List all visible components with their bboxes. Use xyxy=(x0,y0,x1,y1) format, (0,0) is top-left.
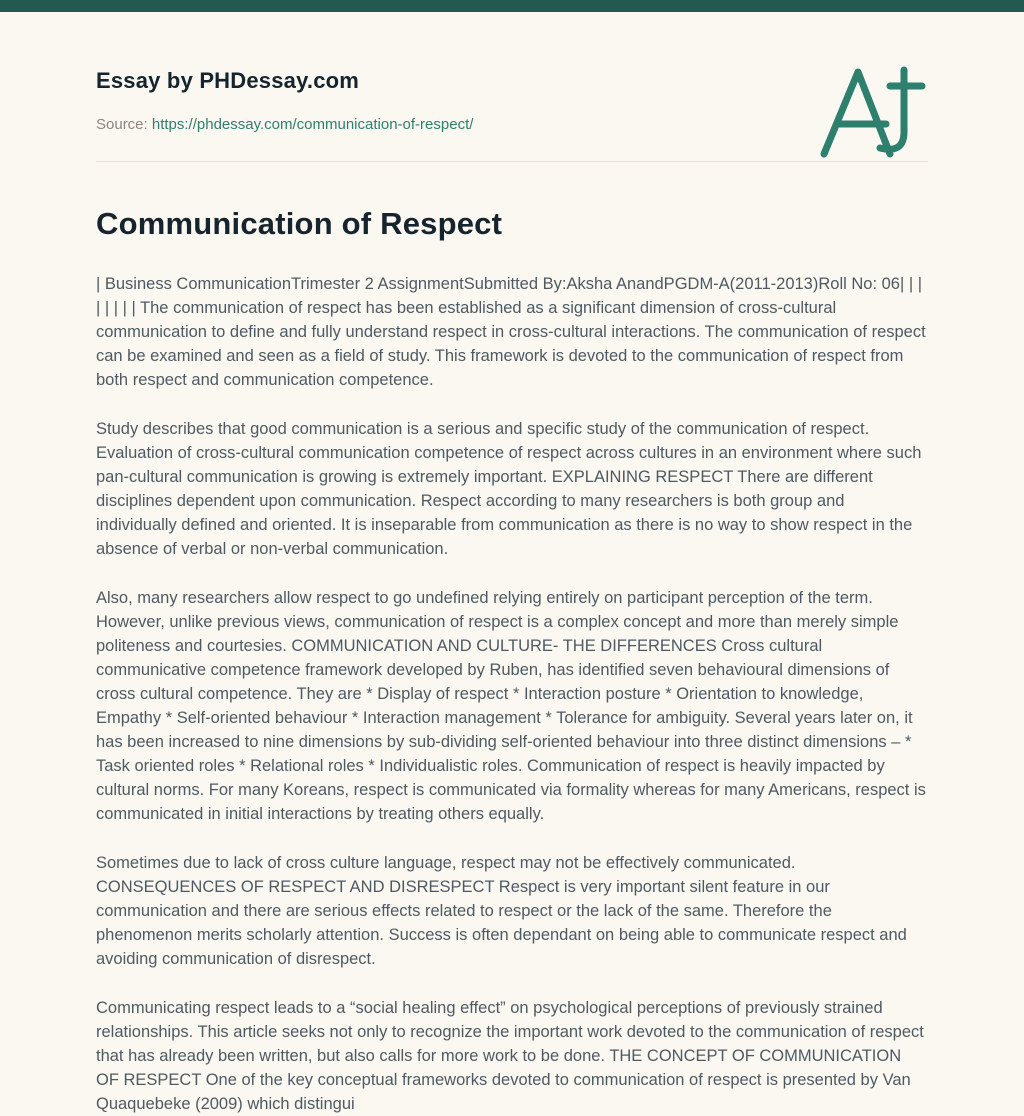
essay-paragraph: Study describes that good communication is a serious and specific study of the communication of respect. Evaluation of cross-cultural communication competence of respect across cultures in an environment where such pan-cultural communication is growing is extremely important. EXPLAINING RESPECT There are different disciplines dependent upon communication. Respect according to many researchers is both group and individually defined and oriented. It is inseparable from communication as there is no way to show respect in the absence of verbal or non-verbal communication. xyxy=(96,420,922,558)
source-line xyxy=(96,116,928,133)
essay-paragraph: Sometimes due to lack of cross culture language, respect may not be effectively communicated. CONSEQUENCES OF RESPECT AND DISRESPECT Respect is very important silent feature in our communication and there are serious effects related to respect or the lack of the same. Therefore the phenomenon merits scholarly attention. Success is often dependant on being able to communicate respect and avoiding communication of disrespect. xyxy=(96,854,907,968)
source-label: Source: xyxy=(96,116,148,133)
phdessay-logo-icon xyxy=(816,62,928,162)
brand-title: Essay by PHDessay.com xyxy=(96,68,360,93)
essay-article xyxy=(96,162,928,1116)
source-url-link[interactable]: https://phdessay.com/communication-of-respect/ xyxy=(151,116,474,133)
essay-paragraph: | Business CommunicationTrimester 2 AssignmentSubmitted By:Aksha AnandPGDM-A(2011-2013)Roll No: 06| | | | | | | | The communication of respect has been established as a significant dimension of cross-cultural communication to define and fully understand respect in cross-cultural interactions. The communication of respect can be examined and seen as a field of study. This framework is devoted to the communication of respect from both respect and communication competence. xyxy=(96,275,926,389)
page-container xyxy=(96,12,928,1116)
essay-paragraph: Also, many researchers allow respect to go undefined relying entirely on participant perception of the term. However, unlike previous views, communication of respect is a complex concept and more than merely simple politeness and courtesies. COMMUNICATION AND CULTURE- THE DIFFERENCES Cross cultural communicative competence framework developed by Ruben, has identified seven behavioural dimensions of cross cultural competence. They are * Display of respect * Interaction posture * Orientation to knowledge, Empathy * Self-oriented behaviour * Interaction management * Tolerance for ambiguity. Several years later on, it has been increased to nine dimensions by sub-dividing self-oriented behaviour into three distinct dimensions – * Task oriented roles * Relational roles * Individualistic roles. Communication of respect is heavily impacted by cultural norms. For many Koreans, respect is communicated via formality whereas for many Americans, respect is communicated in initial interactions by treating others equally. xyxy=(96,589,926,823)
page-title: Communication of Respect xyxy=(96,206,503,241)
page-header xyxy=(96,68,928,162)
essay-paragraph: Communicating respect leads to a “social healing effect” on psychological perceptions of previously strained relationships. This article seeks not only to recognize the important work devoted to the communication of respect that has already been written, but also calls for more work to be done. THE CONCEPT OF COMMUNICATION OF RESPECT One of the key conceptual frameworks devoted to communication of respect is presented by Van Quaquebeke (2009) which distingui xyxy=(96,999,924,1113)
top-accent-bar xyxy=(0,0,1024,12)
essay-body xyxy=(96,272,928,1116)
